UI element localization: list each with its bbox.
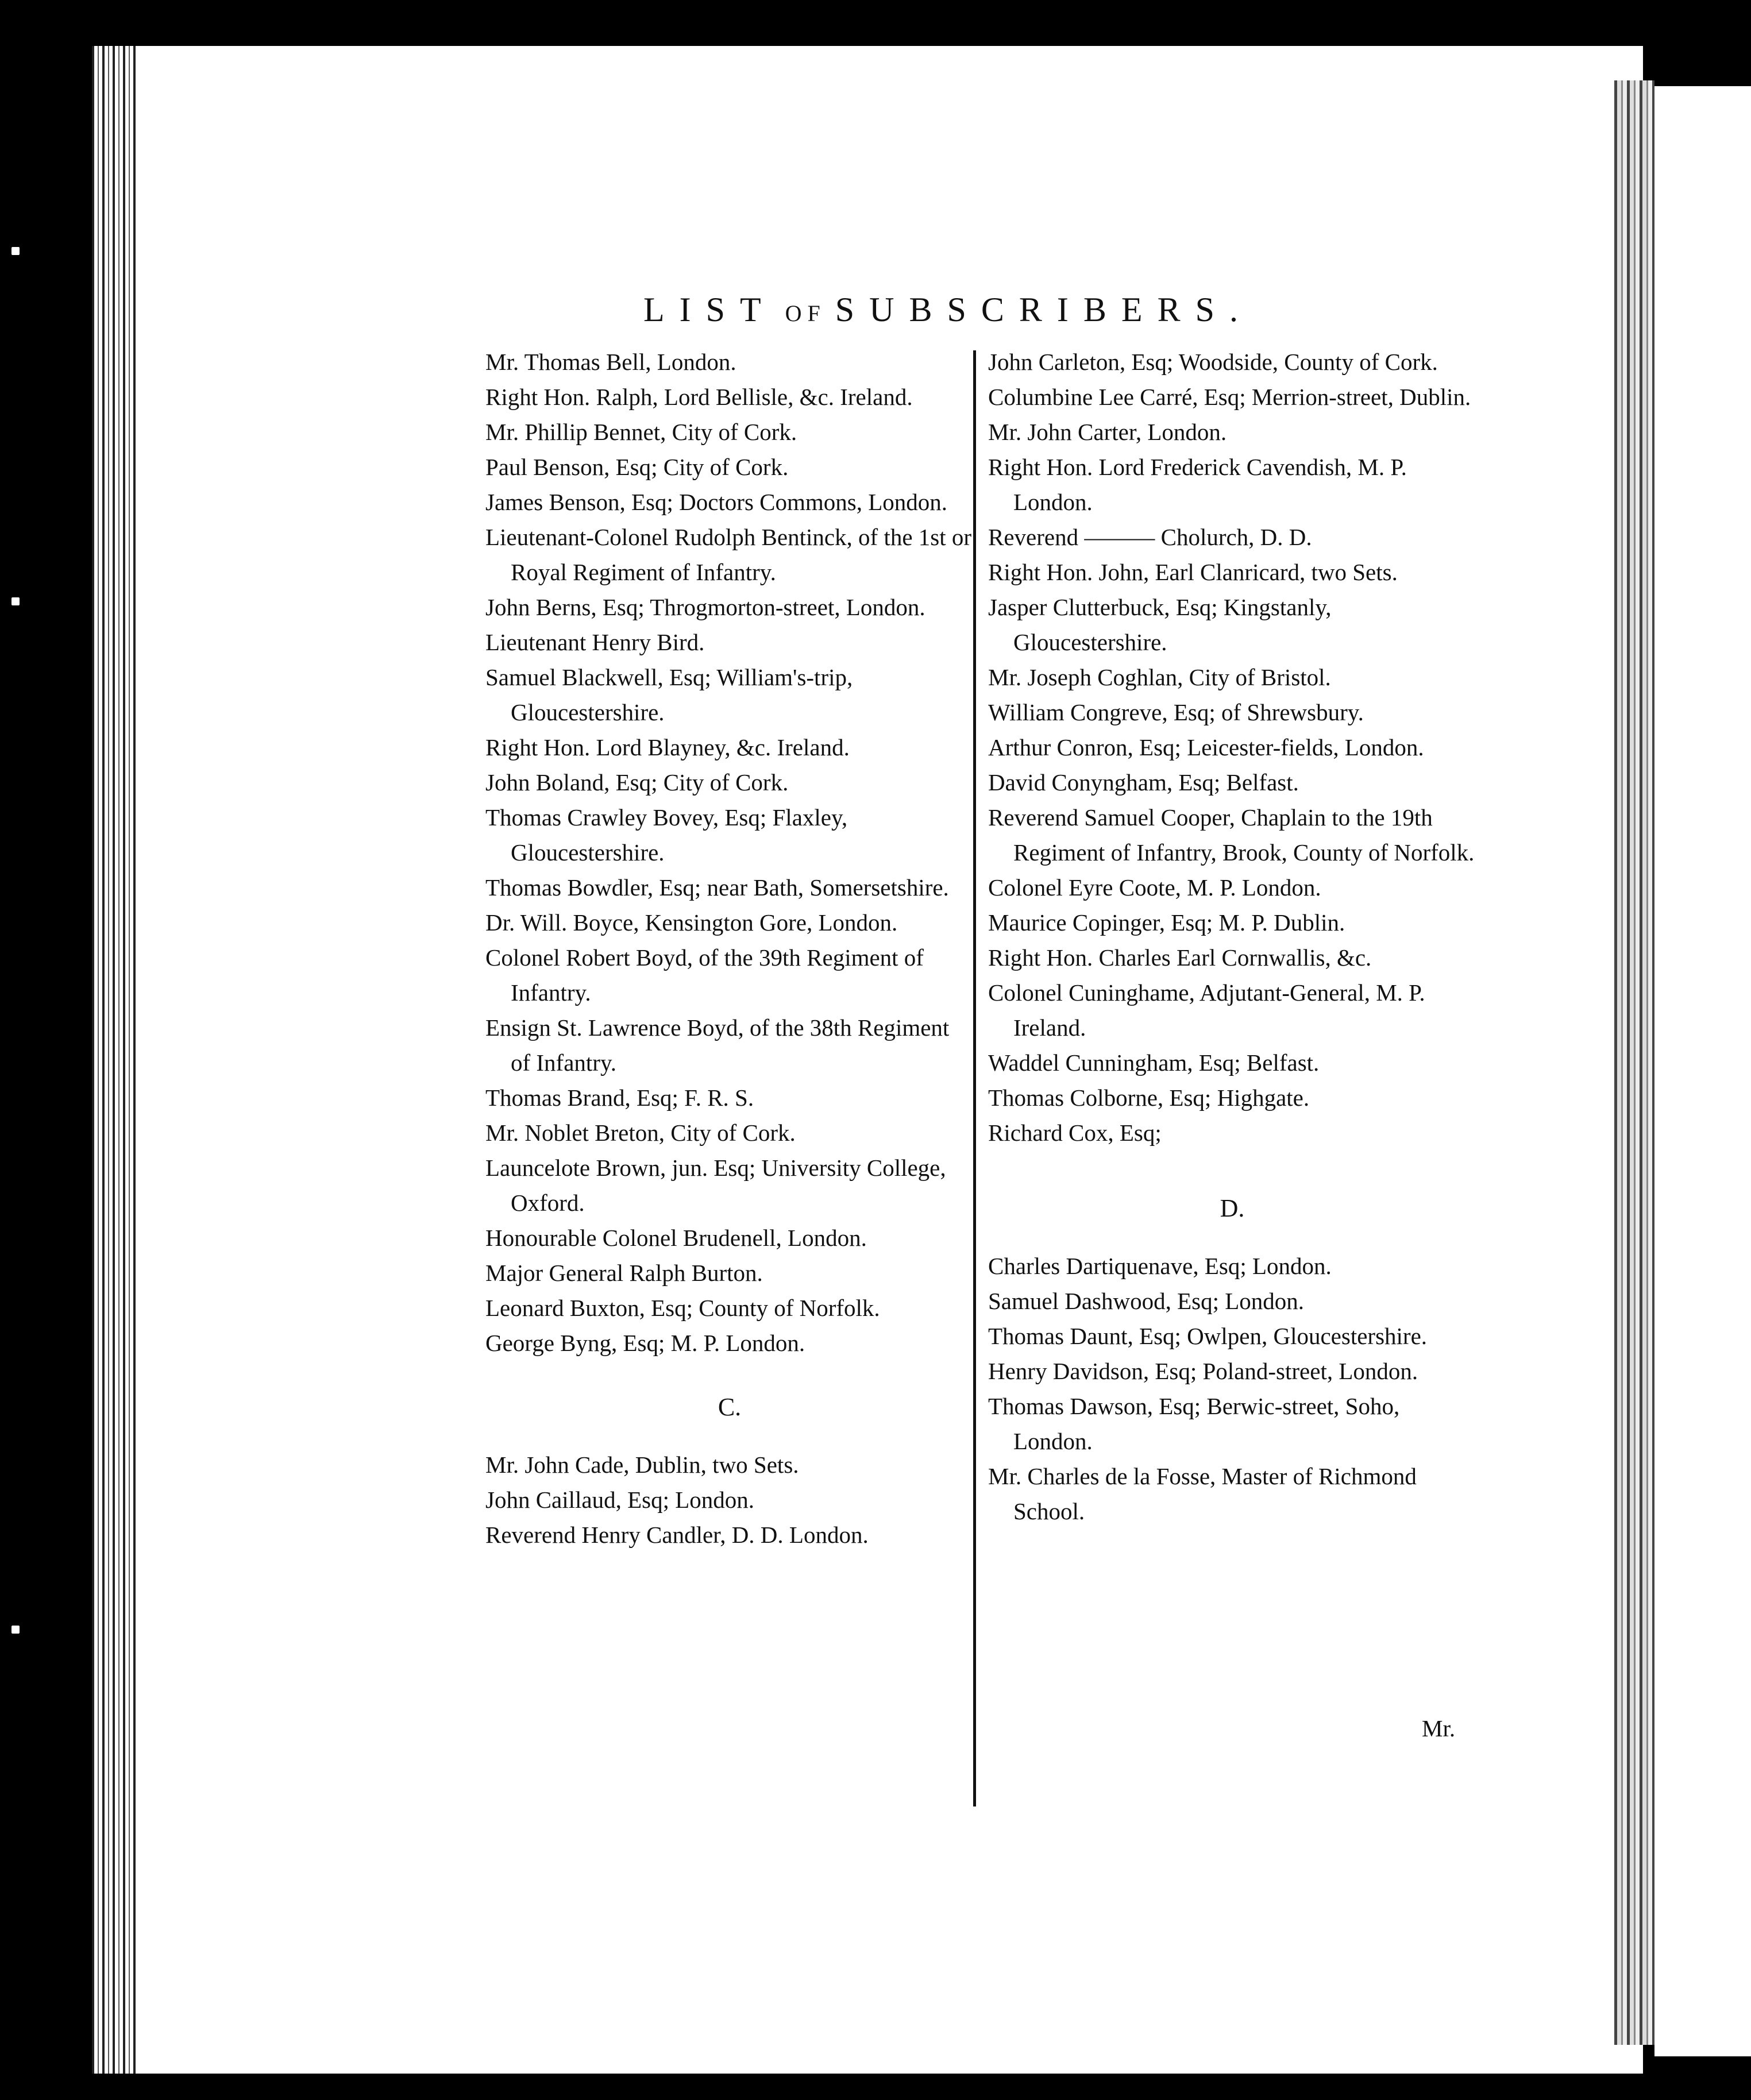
subscriber-entry: John Caillaud, Esq; London. bbox=[485, 1487, 755, 1513]
spine-mark bbox=[11, 247, 20, 255]
subscriber-entry: Samuel Dashwood, Esq; London. bbox=[988, 1288, 1305, 1314]
page-gutter bbox=[92, 46, 138, 2074]
subscriber-entry: Dr. Will. Boyce, Kensington Gore, London. bbox=[485, 909, 898, 936]
subscriber-entry: Reverend Samuel Cooper, Chaplain to the 19th Regiment of Infantry, Brook, County of Norfolk. bbox=[988, 804, 1475, 866]
spine-mark bbox=[11, 1626, 20, 1634]
catchword: Mr. bbox=[1422, 1715, 1456, 1742]
subscriber-entry: Mr. Charles de la Fosse, Master of Richmond School. bbox=[988, 1463, 1417, 1524]
spine-mark bbox=[11, 597, 20, 605]
subscriber-entry: Mr. Thomas Bell, London. bbox=[485, 349, 736, 375]
entries-c-right bbox=[988, 345, 1476, 1151]
subscriber-entry: Thomas Bowdler, Esq; near Bath, Somersetshire. bbox=[485, 874, 949, 901]
entries-d bbox=[988, 1249, 1476, 1529]
subscriber-entry: Jasper Clutterbuck, Esq; Kingstanly, Gloucestershire. bbox=[988, 594, 1332, 655]
section-heading-d: D. bbox=[1220, 1194, 1245, 1222]
subscriber-entry: Richard Cox, Esq; bbox=[988, 1120, 1162, 1146]
title-word-of: OF bbox=[785, 300, 826, 326]
entries-b bbox=[485, 345, 974, 1361]
subscriber-entry: Columbine Lee Carré, Esq; Merrion-street, Dublin. bbox=[988, 384, 1471, 410]
subscriber-entry: George Byng, Esq; M. P. London. bbox=[485, 1330, 805, 1356]
subscriber-entry: Henry Davidson, Esq; Poland-street, London. bbox=[988, 1358, 1418, 1384]
subscriber-entry: Thomas Dawson, Esq; Berwic-street, Soho, London. bbox=[988, 1393, 1400, 1454]
subscriber-entry: William Congreve, Esq; of Shrewsbury. bbox=[988, 699, 1364, 725]
right-column bbox=[988, 345, 1476, 1529]
left-column bbox=[485, 345, 974, 1553]
subscriber-entry: Thomas Crawley Bovey, Esq; Flaxley, Gloucestershire. bbox=[485, 804, 848, 866]
title-word-subscribers: SUBSCRIBERS. bbox=[835, 291, 1253, 329]
page-edge-stack bbox=[1614, 80, 1654, 2045]
subscriber-entry: Honourable Colonel Brudenell, London. bbox=[485, 1225, 867, 1251]
subscriber-entry: Reverend Henry Candler, D. D. London. bbox=[485, 1522, 869, 1548]
subscriber-entry: David Conyngham, Esq; Belfast. bbox=[988, 769, 1299, 796]
subscriber-entry: Ensign St. Lawrence Boyd, of the 38th Regiment of Infantry. bbox=[485, 1014, 950, 1076]
subscriber-entry: Major General Ralph Burton. bbox=[485, 1260, 763, 1286]
subscriber-entry: Lieutenant Henry Bird. bbox=[485, 629, 705, 655]
subscriber-entry: John Boland, Esq; City of Cork. bbox=[485, 769, 789, 796]
title-word-list: LIST bbox=[643, 291, 776, 329]
subscriber-entry: Reverend ——— Cholurch, D. D. bbox=[988, 524, 1312, 550]
subscriber-entry: Colonel Robert Boyd, of the 39th Regiment of Infantry. bbox=[485, 944, 924, 1006]
subscriber-entry: Mr. Noblet Breton, City of Cork. bbox=[485, 1120, 796, 1146]
subscriber-entry: Mr. John Carter, London. bbox=[988, 419, 1227, 445]
subscriber-entry: Lieutenant-Colonel Rudolph Bentinck, of the 1st or Royal Regiment of Infantry. bbox=[485, 524, 972, 585]
subscriber-entry: Mr. Phillip Bennet, City of Cork. bbox=[485, 419, 797, 445]
subscriber-entry: John Carleton, Esq; Woodside, County of Cork. bbox=[988, 349, 1438, 375]
page-title bbox=[643, 290, 1333, 330]
section-heading-c: C. bbox=[718, 1393, 742, 1421]
subscriber-entry: John Berns, Esq; Throgmorton-street, London. bbox=[485, 594, 925, 620]
subscriber-entry: Launcelote Brown, jun. Esq; University College, Oxford. bbox=[485, 1155, 946, 1216]
subscriber-entry: Charles Dartiquenave, Esq; London. bbox=[988, 1253, 1332, 1279]
subscriber-entry: Mr. Joseph Coghlan, City of Bristol. bbox=[988, 664, 1331, 690]
subscriber-entry: Maurice Copinger, Esq; M. P. Dublin. bbox=[988, 909, 1345, 936]
subscriber-entry: Samuel Blackwell, Esq; William's-trip, Gloucestershire. bbox=[485, 664, 853, 725]
subscriber-entry: Colonel Eyre Coote, M. P. London. bbox=[988, 874, 1321, 901]
subscriber-entry: Thomas Brand, Esq; F. R. S. bbox=[485, 1084, 754, 1111]
subscriber-entry: Paul Benson, Esq; City of Cork. bbox=[485, 454, 789, 480]
subscriber-entry: Right Hon. John, Earl Clanricard, two Sets. bbox=[988, 559, 1398, 585]
entries-c-left bbox=[485, 1447, 974, 1553]
subscriber-entry: Right Hon. Lord Frederick Cavendish, M. P. London. bbox=[988, 454, 1407, 515]
subscriber-entry: Right Hon. Charles Earl Cornwallis, &c. bbox=[988, 944, 1372, 971]
subscriber-entry: Thomas Daunt, Esq; Owlpen, Gloucestershire. bbox=[988, 1323, 1428, 1349]
subscriber-entry: Arthur Conron, Esq; Leicester-fields, London. bbox=[988, 734, 1424, 761]
subscriber-entry: Mr. John Cade, Dublin, two Sets. bbox=[485, 1452, 799, 1478]
subscriber-entry: James Benson, Esq; Doctors Commons, London. bbox=[485, 489, 948, 515]
subscriber-entry: Thomas Colborne, Esq; Highgate. bbox=[988, 1084, 1310, 1111]
subscriber-entry: Right Hon. Lord Blayney, &c. Ireland. bbox=[485, 734, 850, 761]
subscriber-entry: Waddel Cunningham, Esq; Belfast. bbox=[988, 1049, 1320, 1076]
facing-page bbox=[1654, 86, 1751, 2056]
subscriber-entry: Leonard Buxton, Esq; County of Norfolk. bbox=[485, 1295, 880, 1321]
subscriber-entry: Colonel Cuninghame, Adjutant-General, M. P. Ireland. bbox=[988, 979, 1425, 1041]
subscriber-entry: Right Hon. Ralph, Lord Bellisle, &c. Ireland. bbox=[485, 384, 913, 410]
